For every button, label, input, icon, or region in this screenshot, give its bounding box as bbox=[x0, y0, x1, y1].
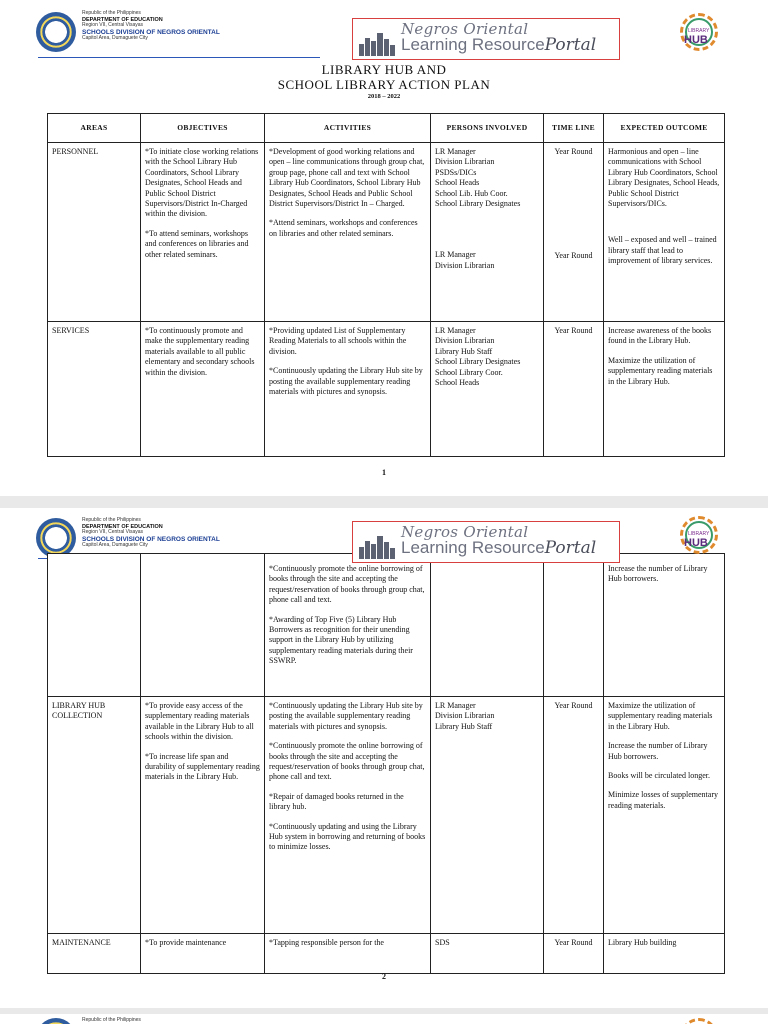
hub-logo-small-text: LIBRARY bbox=[688, 28, 710, 34]
col-activities: ACTIVITIES bbox=[265, 114, 431, 143]
activities-cell bbox=[265, 697, 431, 934]
portal-title-line1: Negros Oriental bbox=[401, 523, 529, 541]
library-hub-logo bbox=[676, 516, 722, 560]
col-timeline: TIME LINE bbox=[544, 114, 604, 143]
republic-text: Republic of the Philippines bbox=[82, 1017, 141, 1023]
region-text: Region VII, Central Visayas bbox=[82, 22, 144, 29]
persons-cell bbox=[431, 697, 544, 934]
page-number: 2 bbox=[382, 972, 386, 981]
library-hub-logo bbox=[676, 13, 722, 57]
activity-text: *Repair of damaged books returned in the library hub. bbox=[269, 791, 404, 812]
persons-text: LR Manager Division Librarian bbox=[435, 250, 495, 270]
outcome-cell bbox=[604, 322, 725, 457]
division-text: SCHOOLS DIVISION OF NEGROS ORIENTAL bbox=[82, 28, 220, 36]
timeline-cell bbox=[544, 143, 604, 322]
persons-cell bbox=[431, 143, 544, 322]
portal-line2-text: Learning Resource bbox=[401, 538, 545, 557]
objective-text: *To provide easy access of the supplementary reading materials available in the Library Hub to all schools within the division. bbox=[145, 701, 254, 742]
learning-resource-portal-logo bbox=[352, 18, 620, 60]
outcome-cell bbox=[604, 934, 725, 974]
activity-text: *Continuously updating the Library Hub site by posting the available supplementary reading materials with pictures and synopsis. bbox=[269, 366, 423, 396]
table-row bbox=[48, 143, 725, 322]
outcome-cell bbox=[604, 697, 725, 934]
timeline-text: Year Round bbox=[554, 251, 593, 261]
outcome-text: Increase the number of Library Hub borrowers. bbox=[608, 564, 708, 584]
activities-cell bbox=[265, 322, 431, 457]
table-row bbox=[48, 554, 725, 697]
area-cell: MAINTENANCE bbox=[48, 934, 141, 974]
activities-cell bbox=[265, 143, 431, 322]
objective-text: *To increase life span and durability of supplementary reading materials in the Library Hub. bbox=[145, 751, 260, 782]
timeline-cell bbox=[544, 322, 604, 457]
learning-resource-portal-logo bbox=[352, 521, 620, 563]
outcome-cell bbox=[604, 143, 725, 322]
action-plan-table-page1 bbox=[47, 113, 725, 457]
table-header-row bbox=[48, 114, 725, 143]
persons-text: SDS bbox=[435, 938, 450, 947]
deped-seal-icon bbox=[36, 1018, 76, 1024]
activity-text: *Continuously promote the online borrowing of books through the site and accepting the request/reservation of books through group chat, phone call and text. bbox=[269, 741, 425, 782]
table-row bbox=[48, 322, 725, 457]
republic-text: Republic of the Philippines bbox=[82, 10, 141, 16]
col-objectives: OBJECTIVES bbox=[141, 114, 265, 143]
area-cell bbox=[48, 554, 141, 697]
page-gap bbox=[0, 496, 768, 508]
objective-text: *To provide maintenance bbox=[145, 938, 227, 947]
activity-text: *Continuously updating the Library Hub site by posting the available supplementary reading materials with pictures and synopsis. bbox=[269, 701, 423, 731]
division-text: SCHOOLS DIVISION OF NEGROS ORIENTAL bbox=[82, 535, 220, 543]
activities-cell bbox=[265, 554, 431, 697]
portal-word: Portal bbox=[544, 538, 597, 558]
activity-text: *Attend seminars, workshops and conferences on libraries and other related seminars. bbox=[269, 218, 418, 238]
persons-cell bbox=[431, 934, 544, 974]
activity-text: *Providing updated List of Supplementary Reading Materials to all schools within the division. bbox=[269, 326, 407, 356]
portal-title-line2 bbox=[401, 35, 596, 55]
hub-logo-small-text: LIBRARY bbox=[688, 531, 710, 537]
republic-text: Republic of the Philippines bbox=[82, 517, 141, 523]
activities-cell bbox=[265, 934, 431, 974]
document-page-3 bbox=[0, 1014, 768, 1024]
objectives-cell bbox=[141, 554, 265, 697]
page-number: 1 bbox=[382, 468, 386, 477]
timeline-text: Year Round bbox=[554, 326, 593, 335]
area-cell: SERVICES bbox=[48, 322, 141, 457]
department-header bbox=[82, 1018, 141, 1024]
outcome-text: Maximize the utilization of supplementary reading materials in the Library Hub. bbox=[608, 701, 713, 731]
hub-logo-big-text: HUB bbox=[684, 537, 708, 549]
timeline-text: Year Round bbox=[554, 147, 593, 156]
outcome-cell bbox=[604, 554, 725, 697]
deped-seal-icon bbox=[36, 12, 76, 52]
area-cell: PERSONNEL bbox=[48, 143, 141, 322]
library-hub-logo bbox=[676, 1018, 722, 1024]
objective-text: *To attend seminars, workshops and conferences on libraries and other related seminars. bbox=[145, 228, 249, 259]
objectives-cell bbox=[141, 143, 265, 322]
timeline-cell bbox=[544, 554, 604, 697]
outcome-text: Books will be circulated longer. bbox=[608, 770, 710, 780]
timeline-cell bbox=[544, 697, 604, 934]
objective-text: *To initiate close working relations with the School Library Hub Coordinators, School Library Designates, School Heads and Public School District Supervisors/District In-Charged within the division. bbox=[145, 147, 259, 219]
activity-text: *Development of good working relations and open – line communications through group chat, group page, phone call and text with School Library Hub Coordinators, School Library Hub Designates, School Heads and Public School District Supervisors/District In – Charged. bbox=[269, 147, 425, 208]
activity-text: *Awarding of Top Five (5) Library Hub Borrowers as recognition for their unending support in the Library Hub by utilizing supplementary reading materials during their SSWRP. bbox=[269, 614, 413, 666]
timeline-text: Year Round bbox=[554, 701, 593, 710]
buildings-icon bbox=[359, 533, 395, 559]
activity-text: *Tapping responsible person for the bbox=[269, 938, 384, 947]
outcome-text: Increase the number of Library Hub borrowers. bbox=[608, 741, 708, 761]
col-areas: AREAS bbox=[48, 114, 141, 143]
doc-title-line2: SCHOOL LIBRARY ACTION PLAN bbox=[277, 77, 491, 92]
persons-text: LR Manager Division Librarian Library Hub Staff bbox=[435, 701, 495, 731]
objectives-cell bbox=[141, 697, 265, 934]
hub-logo-big-text: HUB bbox=[684, 34, 708, 46]
col-persons: PERSONS INVOLVED bbox=[431, 114, 544, 143]
table-row bbox=[48, 697, 725, 934]
table-row bbox=[48, 934, 725, 974]
persons-text: LR Manager Division Librarian Library Hub Staff School Library Designates School Library Coor. School Heads bbox=[435, 326, 521, 387]
col-outcome: EXPECTED OUTCOME bbox=[604, 114, 725, 143]
department-text: DEPARTMENT OF EDUCATION bbox=[82, 523, 163, 530]
document-page-1 bbox=[0, 0, 768, 496]
doc-title-line1: LIBRARY HUB AND bbox=[321, 62, 447, 77]
objectives-cell bbox=[141, 322, 265, 457]
timeline-text: Year Round bbox=[554, 938, 593, 947]
activity-text: *Continuously updating and using the Library Hub system in borrowing and returning of books to minimize losses. bbox=[269, 821, 426, 852]
portal-title-line2 bbox=[401, 538, 596, 558]
portal-line2-text: Learning Resource bbox=[401, 35, 545, 54]
doc-title-years: 2018 – 2022 bbox=[367, 93, 401, 100]
outcome-text: Well – exposed and well – trained library staff that lead to improvement of library services. bbox=[608, 235, 717, 266]
portal-title-line1: Negros Oriental bbox=[401, 20, 529, 38]
portal-word: Portal bbox=[544, 35, 597, 55]
department-text: DEPARTMENT OF EDUCATION bbox=[82, 16, 163, 23]
action-plan-table-page2 bbox=[47, 553, 725, 974]
outcome-text: Harmonious and open – line communications with School Library Hub Coordinators, School Library Designates, School Heads, Public School District Supervisors/DICs. bbox=[608, 147, 720, 208]
objectives-cell bbox=[141, 934, 265, 974]
persons-cell bbox=[431, 554, 544, 697]
persons-text: LR Manager Division Librarian PSDSs/DICs School Heads School Lib. Hub Coor. School Library Designates bbox=[435, 147, 521, 208]
persons-cell bbox=[431, 322, 544, 457]
department-header bbox=[82, 11, 220, 42]
outcome-text: Library Hub building bbox=[608, 938, 677, 947]
hub-ring-icon bbox=[680, 1018, 718, 1024]
department-header bbox=[82, 518, 220, 549]
objective-text: *To continuously promote and make the supplementary reading materials available to all public elementary and secondary schools within the division. bbox=[145, 326, 255, 377]
outcome-text: Maximize the utilization of supplementary reading materials in the Library Hub. bbox=[608, 355, 713, 386]
activity-text: *Continuously promote the online borrowing of books through the site and accepting the request/reservation of books through group chat, phone call and text. bbox=[269, 564, 425, 605]
region-text: Region VII, Central Visayas bbox=[82, 529, 144, 536]
outcome-text: Increase awareness of the books found in the Library Hub. bbox=[608, 326, 712, 346]
deped-seal-icon bbox=[36, 518, 76, 558]
buildings-icon bbox=[359, 30, 395, 56]
area-cell: LIBRARY HUB COLLECTION bbox=[48, 697, 141, 934]
timeline-cell bbox=[544, 934, 604, 974]
address-text: Capitol Area, Dumaguete City bbox=[82, 35, 148, 42]
document-page-2 bbox=[0, 508, 768, 1008]
header-rule bbox=[38, 57, 320, 58]
outcome-text: Minimize losses of supplementary reading materials. bbox=[608, 790, 718, 810]
address-text: Capitol Area, Dumaguete City bbox=[82, 542, 148, 549]
